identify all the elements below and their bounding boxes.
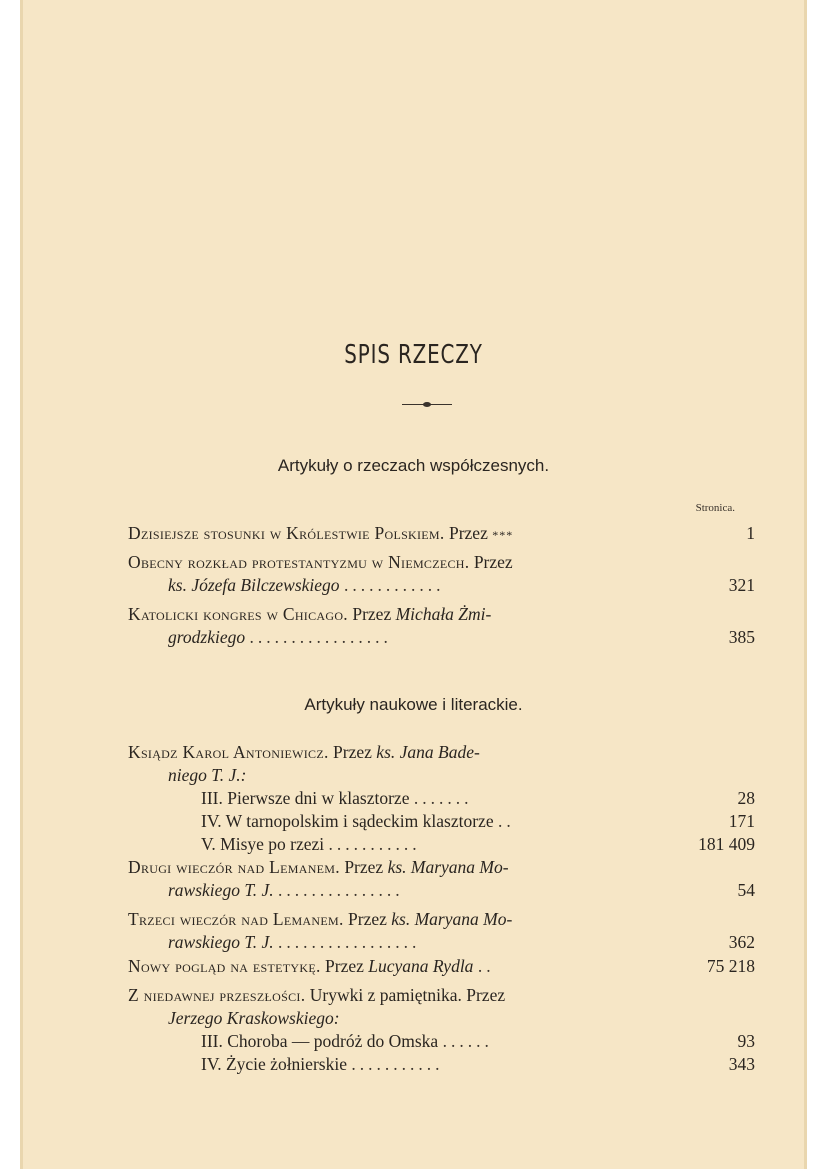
- toc-entry[interactable]: [128, 955, 755, 978]
- entry-author: ks. Jana Bade-: [376, 742, 480, 762]
- sub-entry[interactable]: [128, 810, 755, 833]
- toc-entry[interactable]: [128, 603, 755, 649]
- entry-text: Urywki z pamiętnika. Przez: [309, 985, 506, 1005]
- entry-author-cont: rawskiego T. J.: [168, 880, 274, 900]
- entry-page: 54: [737, 880, 755, 900]
- entry-by: Przez: [348, 909, 387, 929]
- entry-by: Przez: [344, 857, 384, 877]
- entry-author: Lucyana Rydla: [368, 956, 474, 976]
- sub-entry-page: 343: [728, 1054, 755, 1074]
- entry-by: Przez: [352, 604, 392, 624]
- entry-title: Obecny rozkład protestantyzmu w Niemczech.: [128, 552, 470, 572]
- entry-page: 362: [728, 932, 755, 952]
- sub-entry-num: V.: [201, 834, 216, 854]
- section-heading-contemporary: Artykuły o rzeczach współczesnych.: [277, 456, 550, 475]
- section-heading-scientific: Artykuły naukowe i literackie.: [304, 695, 523, 714]
- sub-entry-num: IV.: [201, 1054, 222, 1074]
- sub-entry-page: 171: [728, 811, 755, 831]
- entry-author-cont: rawskiego T. J.: [168, 932, 274, 952]
- entry-title: Nowy pogląd na estetykę.: [128, 956, 321, 976]
- sub-entry-text: W tarnopolskim i sądeckim klasztorze: [225, 811, 494, 831]
- page-edge-left: [20, 0, 23, 1169]
- entry-author-cont: grodzkiego: [168, 627, 246, 647]
- leader-dots: .................: [278, 932, 421, 952]
- entry-by: Przez: [473, 552, 513, 572]
- sub-entry[interactable]: [128, 833, 755, 856]
- sub-entry-num: III.: [201, 1031, 223, 1051]
- leader-dots: ............: [343, 575, 445, 595]
- entry-title: Katolicki kongres w Chicago.: [128, 604, 348, 624]
- leader-dots: ...........: [328, 834, 421, 854]
- entry-author: ks. Józefa Bilczewskiego: [168, 575, 340, 595]
- entry-author: Jerzego Kraskowskiego:: [168, 1008, 340, 1028]
- sub-entry-num: IV.: [201, 811, 222, 831]
- toc-entry[interactable]: [128, 522, 755, 545]
- book-page: [20, 0, 807, 1169]
- entry-author: ks. Maryana Mo-: [391, 909, 513, 929]
- divider-ornament: [423, 402, 431, 407]
- toc-entry[interactable]: [128, 741, 755, 856]
- leader-dots: ......: [442, 1031, 493, 1051]
- entry-title: Ksiądz Karol Antoniewicz.: [128, 742, 329, 762]
- toc-entry[interactable]: [128, 856, 755, 902]
- entry-page: 385: [728, 627, 755, 647]
- stronica-label: Stronica.: [695, 502, 735, 514]
- entry-author: Michała Żmi-: [395, 604, 492, 624]
- sub-entry-text: Choroba — podróż do Omska: [227, 1031, 439, 1051]
- entry-title: Dzisiejsze stosunki w Królestwie Polskiem.: [128, 523, 445, 543]
- sub-entry[interactable]: [128, 787, 755, 810]
- leader-dots: .......: [413, 788, 473, 808]
- entry-author: ks. Maryana Mo-: [387, 857, 509, 877]
- entry-author-cont: niego T. J.:: [168, 765, 247, 785]
- sub-entry-text: Życie żołnierskie: [225, 1054, 347, 1074]
- page-title: SPIS RZECZY: [344, 340, 483, 370]
- sub-entry-text: Misye po rzezi: [220, 834, 325, 854]
- entry-by: Przez: [448, 523, 488, 543]
- title-divider: [402, 404, 452, 405]
- entry-page: 75 218: [706, 956, 755, 976]
- leader-dots: .................: [249, 627, 392, 647]
- sub-entry-num: III.: [201, 788, 223, 808]
- entry-title: Trzeci wieczór nad Lemanem.: [128, 909, 344, 929]
- entry-by: Przez: [333, 742, 372, 762]
- sub-entry-page: 93: [737, 1031, 755, 1051]
- leader-dots: ...............: [278, 880, 404, 900]
- toc-entry[interactable]: [128, 908, 755, 954]
- entry-title: Z niedawnej przeszłości.: [128, 985, 306, 1005]
- leader-dots: ...........: [351, 1054, 444, 1074]
- entry-title: Drugi wieczór nad Lemanem.: [128, 857, 340, 877]
- sub-entry[interactable]: [128, 1030, 755, 1053]
- leader-dots: ..: [497, 811, 515, 831]
- sub-entry-text: Pierwsze dni w klasztorze: [227, 788, 410, 808]
- page-edge-right: [804, 0, 807, 1169]
- leader-dots: ..: [477, 956, 495, 976]
- sub-entry-page: 28: [737, 788, 755, 808]
- entry-page: 1: [746, 523, 755, 543]
- toc-entry[interactable]: [128, 551, 755, 597]
- sub-entry-page: 181 409: [698, 834, 755, 854]
- entry-page: 321: [728, 575, 755, 595]
- sub-entry[interactable]: [128, 1053, 755, 1076]
- toc-entry[interactable]: [128, 984, 755, 1076]
- entry-by: Przez: [325, 956, 364, 976]
- entry-author-asterisks: ***: [492, 528, 514, 542]
